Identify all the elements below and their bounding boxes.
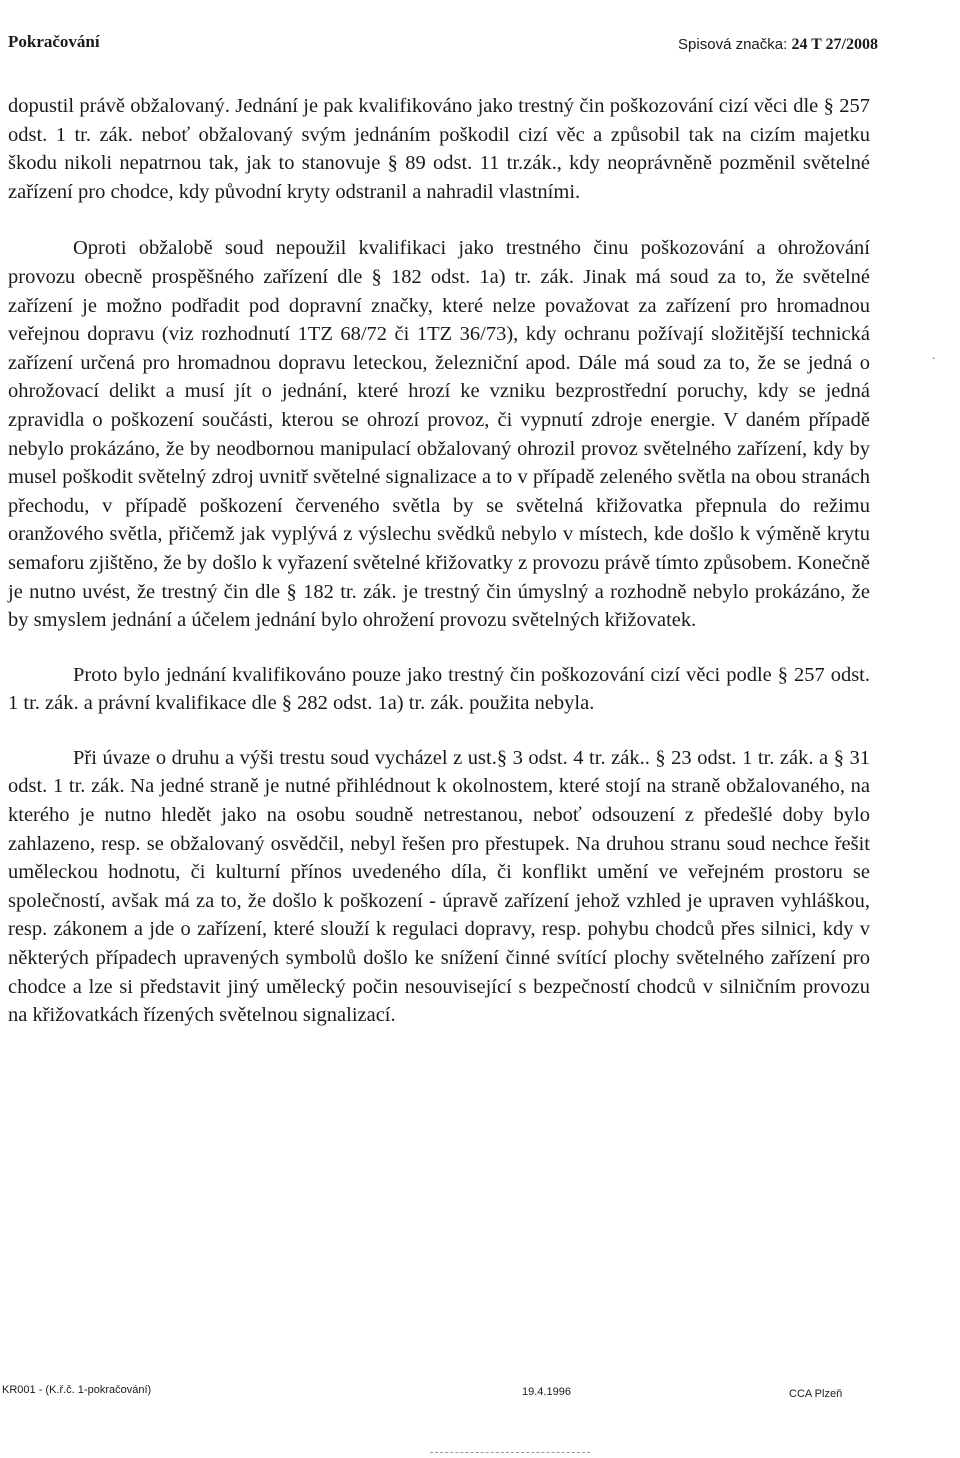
paragraph-sentencing: Při úvaze o druhu a výši trestu soud vycházel z ust.§ 3 odst. 4 tr. zák.. § 23 odst. 1 tr. zák. a § 31 odst. 1 tr. zák. Na jedné straně je nutné přihlédnout k okolnostem, které stojí na straně obžalovaného, na kterého je nutno hledět jako na osobu soudně netrestanou, neboť odsouzení z předešlé doby bylo zahlazeno, resp. se obžalovaný osvědčil, nebyl řešen pro přestupek. Na druhou stranu soud nechce řešit uměleckou hodnotu, či kulturní přínos uvedeného díla, či konflikt umění ve veřejném prostoru se společností, avšak má za to, že došlo k poškození - úpravě zařízení jehož vzhled je upraven vyhláškou, resp. zákonem a jde o zařízení, které slouží k regulaci dopravy, resp. pohybu chodců přes silnici, kdy v některých případech upravených symbolů došlo ke snížení činné svítící plochy světelného zařízení pro chodce a lze si představit jiný umělecký počin nesouvisející s bezpečností chodců v silničním provozu na křižovatkách řízených světelnou signalizací. <box>8 746 870 1027</box>
judgment-text <box>8 92 870 1056</box>
case-label: Spisová značka: <box>678 36 788 53</box>
margin-mark: · <box>932 352 936 365</box>
page-header <box>8 32 878 62</box>
form-code: KR001 - (K.ř.č. 1-pokračování) <box>2 1384 152 1396</box>
bottom-divider <box>430 1452 590 1453</box>
paragraph-continuation: dopustil právě obžalovaný. Jednání je pak kvalifikováno jako trestný čin poškozování cizí věci dle § 257 odst. 1 tr. zák. neboť obžalovaný svým jednáním poškodil cizí věc a způsobil tak na cizím majetku škodu nikoli nepatrnou tak, jak to stanovuje § 89 odst. 11 tr.zák., kdy neoprávněně pozměnil světelné zařízení pro chodce, kdy původní kryty odstranil a nahradil vlastními. <box>8 95 870 203</box>
printer-mark: CCA Plzeň <box>789 1388 843 1400</box>
case-reference <box>678 36 878 54</box>
paragraph-conclusion: Proto bylo jednání kvalifikováno pouze jako trestný čin poškozování cizí věci podle § 257 odst. 1 tr. zák. a právní kvalifikace dle § 282 odst. 1a) tr. zák. použita nebyla. <box>8 663 870 715</box>
paragraph-qualification: Oproti obžalobě soud nepoužil kvalifikaci jako trestného činu poškozování a ohrožování provozu obecně prospěšného zařízení dle § 182 odst. 1a) tr. zák. Jinak má soud za to, že světelné zařízení je možno podřadit pod dopravní značky, které nelze považovat za zařízení pro hromadnou veřejnou dopravu (viz rozhodnutí 1TZ 68/72 či 1TZ 36/73), kdy ochranu požívají složitější technická zařízení určená pro hromadnou dopravu leteckou, železniční apod. Dále má soud za to, že se jedná o ohrožovací delikt a musí jít o jednání, které hrozí ke vzniku bezprostřední poruchy, kdy se jedná zpravidla o poškození součásti, kterou se ohrozí provoz, či vypnutí zdroje energie. V daném případě nebylo prokázáno, že by neodbornou manipulací obžalovaný ohrozil provoz světelného zařízení, kdy by musel poškodit světelný zdroj uvnitř světelné signalizace a to v případě zeleného světla na obou stranách přechodu, v případě poškození červeného světla by se světelná křižovatka přepnula do režimu oranžového světla, přičemž jak vyplývá z výslechu svědků nebylo v místech, kde došlo k výměně krytu semaforu zjištěno, že by došlo k vyřazení světelné křižovatky z provozu právě tímto způsobem. Konečně je nutno uvést, že trestný čin dle § 182 tr. zák. je trestný čin úmyslný a rozhodně nebylo prokázáno, že by smyslem jednání a účelem jednání bylo ohrožení provozu světelných křižovatek. <box>8 237 870 632</box>
form-date: 19.4.1996 <box>522 1386 571 1398</box>
case-number: 24 T 27/2008 <box>791 36 878 53</box>
continuation-label: Pokračování <box>8 32 100 51</box>
page-footer <box>2 1384 942 1414</box>
